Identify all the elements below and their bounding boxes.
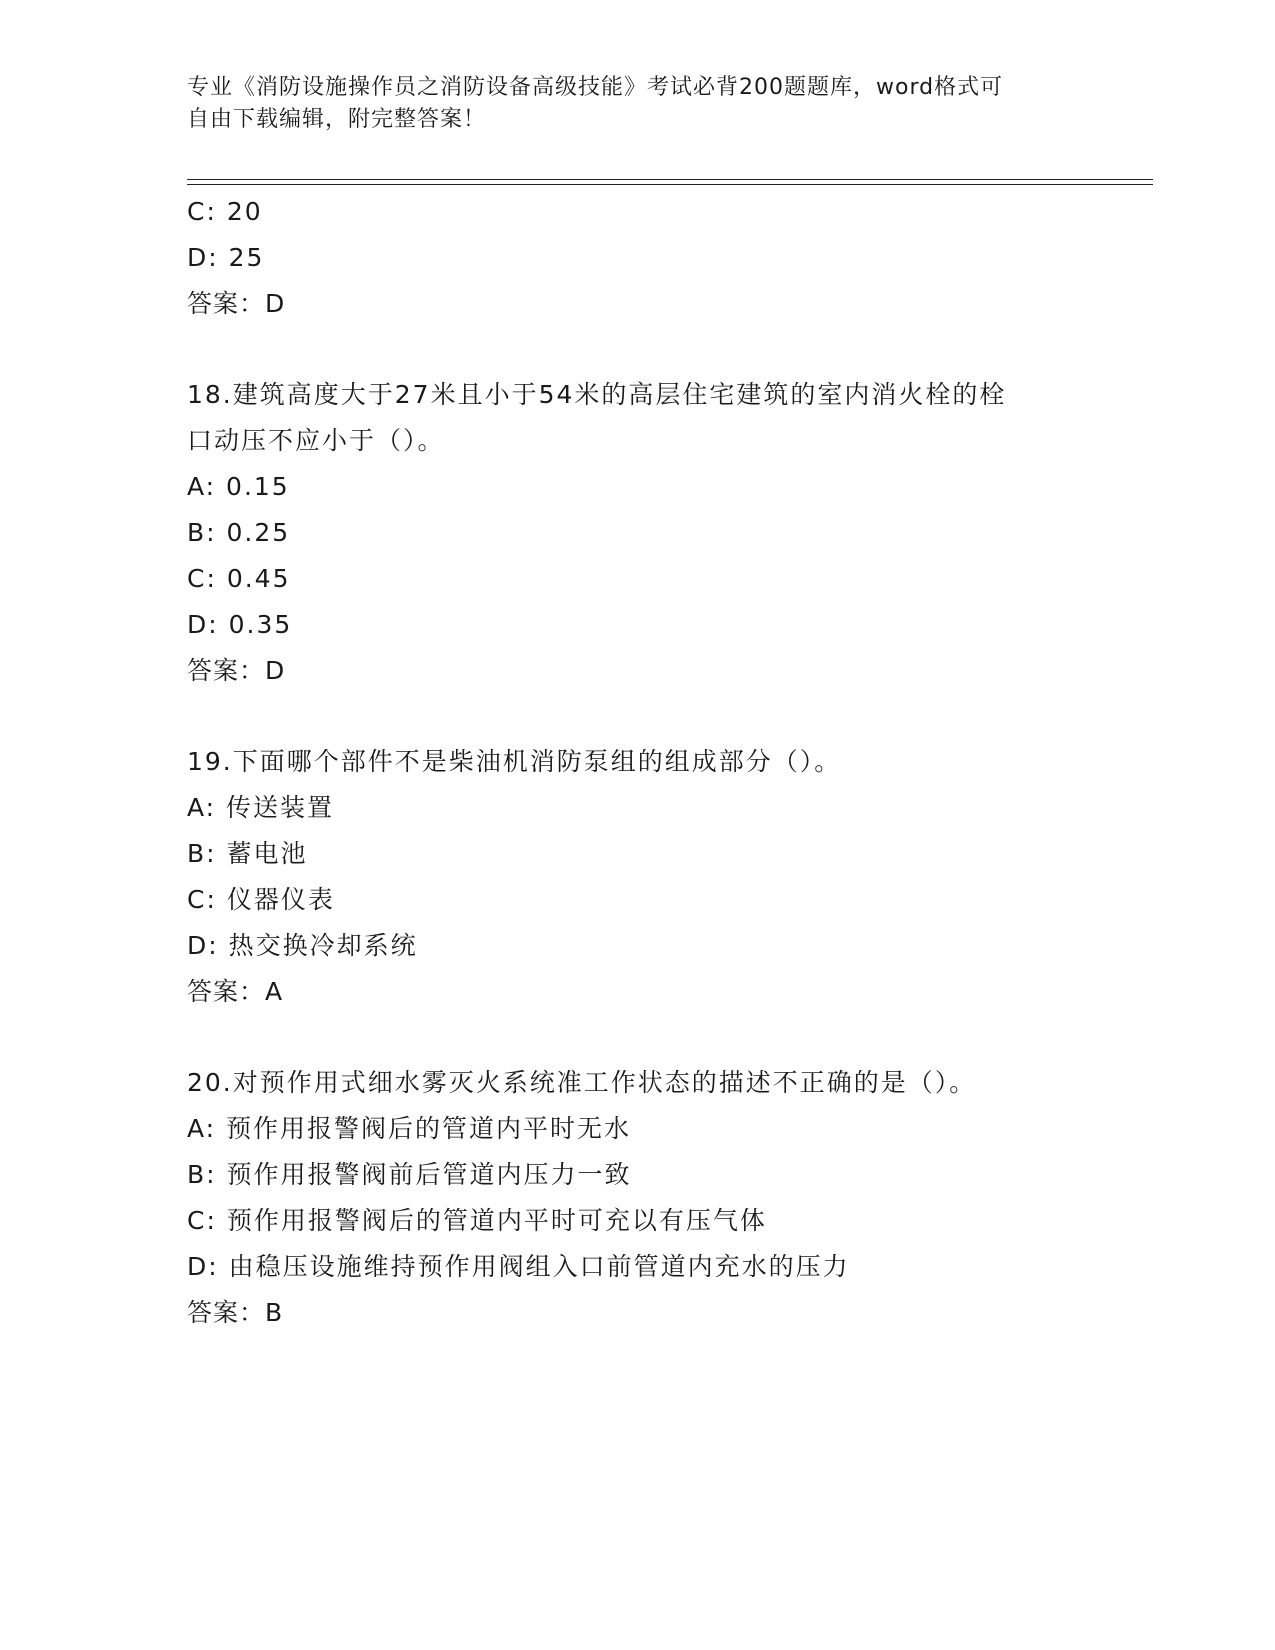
option-b: B: 0.25 bbox=[187, 518, 291, 547]
answer-line: 答案：B bbox=[187, 1298, 284, 1327]
option-a: A: 传送装置 bbox=[187, 793, 335, 822]
question-list bbox=[187, 189, 1137, 1336]
option-b: B: 蓄电池 bbox=[187, 839, 308, 868]
question-block-18 bbox=[187, 372, 1137, 694]
answer-line: 答案：D bbox=[187, 656, 286, 685]
option-c: C: 0.45 bbox=[187, 564, 291, 593]
header-title-line-1: 专业《消防设施操作员之消防设备高级技能》考试必背200题题库，word格式可 bbox=[187, 75, 1004, 100]
answer-line: 答案：D bbox=[187, 289, 286, 318]
page-header bbox=[187, 72, 1087, 136]
option-d: D: 热交换冷却系统 bbox=[187, 931, 418, 960]
option-a: A: 0.15 bbox=[187, 472, 290, 501]
option-b: B: 预作用报警阀前后管道内压力一致 bbox=[187, 1160, 632, 1189]
option-d: D: 由稳压设施维持预作用阀组入口前管道内充水的压力 bbox=[187, 1252, 850, 1281]
question-stem-line-1: 19.下面哪个部件不是柴油机消防泵组的组成部分（）。 bbox=[187, 747, 842, 776]
spacer bbox=[187, 1015, 1137, 1060]
spacer bbox=[187, 327, 1137, 372]
option-c: C: 预作用报警阀后的管道内平时可充以有压气体 bbox=[187, 1206, 767, 1235]
answer-line: 答案：A bbox=[187, 977, 284, 1006]
question-block-17 bbox=[187, 189, 1137, 327]
option-d: D: 0.35 bbox=[187, 610, 293, 639]
header-divider-top bbox=[187, 179, 1153, 180]
header-divider-bottom bbox=[187, 184, 1153, 185]
question-block-19 bbox=[187, 739, 1137, 1015]
option-c: C: 20 bbox=[187, 197, 263, 226]
option-d: D: 25 bbox=[187, 243, 265, 272]
option-a: A: 预作用报警阀后的管道内平时无水 bbox=[187, 1114, 632, 1143]
question-block-20 bbox=[187, 1060, 1137, 1336]
question-stem-line-1: 18.建筑高度大于27米且小于54米的高层住宅建筑的室内消火栓的栓 bbox=[187, 380, 1007, 409]
question-stem-line-1: 20.对预作用式细水雾灭火系统准工作状态的描述不正确的是（）。 bbox=[187, 1068, 977, 1097]
option-c: C: 仪器仪表 bbox=[187, 885, 335, 914]
spacer bbox=[187, 694, 1137, 739]
question-stem-line-2: 口动压不应小于（）。 bbox=[187, 426, 445, 455]
header-title-line-2: 自由下载编辑，附完整答案！ bbox=[187, 107, 487, 132]
